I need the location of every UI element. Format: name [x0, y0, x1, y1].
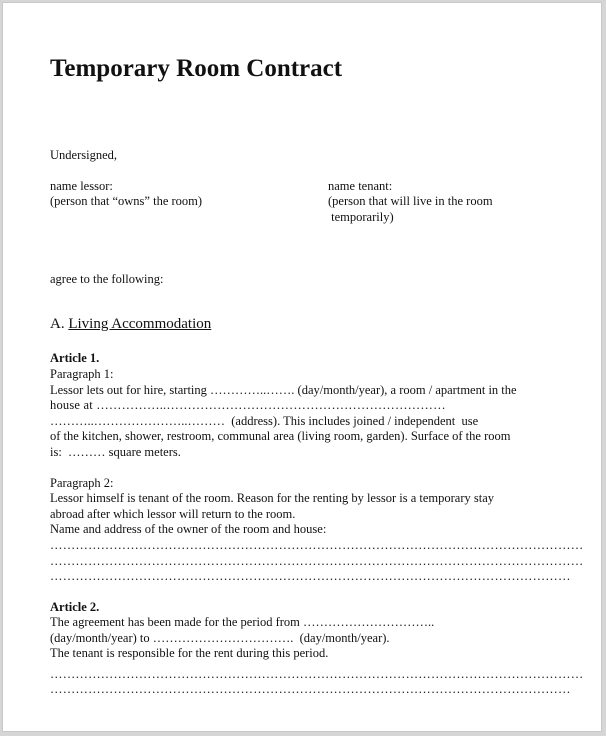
document-title: Temporary Room Contract [50, 55, 343, 82]
article-1-paragraph-1-line: of the kitchen, shower, restroom, communal area (living room, garden). Surface of the room [50, 429, 511, 443]
lessor-note: (person that “owns” the room) [50, 194, 203, 208]
tenant-label: name tenant: [328, 179, 393, 193]
article-1-paragraph-1-line: Lessor lets out for hire, starting …………..……. (day/month/year), a room / apartment in the [50, 383, 517, 397]
section-a-title: Living Accommodation [68, 316, 212, 332]
lessor-label: name lessor: [50, 179, 113, 193]
fill-in-dotted-line: ……………………………………………………………………………………………………………… [50, 667, 584, 681]
article-1-paragraph-1-line: is: ……… square meters. [50, 445, 181, 459]
article-2-line: The agreement has been made for the period from ………………………….. [50, 615, 435, 629]
agree-text: agree to the following: [50, 272, 164, 286]
article-2-heading: Article 2. [50, 600, 100, 614]
article-1-heading: Article 1. [50, 351, 100, 365]
article-1-paragraph-1-line: house at ……………..………………………………………………………… [50, 398, 446, 412]
article-2-line: (day/month/year) to ……………………………. (day/month/year). [50, 631, 390, 645]
tenant-note-line2: temporarily) [328, 210, 394, 224]
fill-in-dotted-line: …………………………………………………………………………………………………………… [50, 569, 571, 583]
tenant-note-line1: (person that will live in the room [328, 194, 493, 208]
article-1-paragraph-2-label: Paragraph 2: [50, 476, 114, 490]
fill-in-dotted-line: …………………………………………………………………………………………………………… [50, 682, 571, 696]
section-a-letter: A. [50, 316, 65, 332]
fill-in-dotted-line: ……………………………………………………………………………………………………………… [50, 554, 584, 568]
document-page [2, 2, 602, 732]
undersigned-text: Undersigned, [50, 148, 117, 162]
article-2-line: The tenant is responsible for the rent during this period. [50, 646, 329, 660]
article-1-paragraph-2-line: abroad after which lessor will return to the room. [50, 507, 296, 521]
article-1-paragraph-2-line: Lessor himself is tenant of the room. Reason for the renting by lessor is a temporary stay [50, 491, 494, 505]
fill-in-dotted-line: ……………………………………………………………………………………………………………… [50, 538, 584, 552]
article-1-paragraph-2-line: Name and address of the owner of the room and house: [50, 522, 327, 536]
article-1-paragraph-1-line: ………..…………………..……… (address). This includes joined / independent use [50, 414, 479, 428]
article-1-paragraph-1-label: Paragraph 1: [50, 367, 114, 381]
section-a-heading [50, 316, 211, 333]
